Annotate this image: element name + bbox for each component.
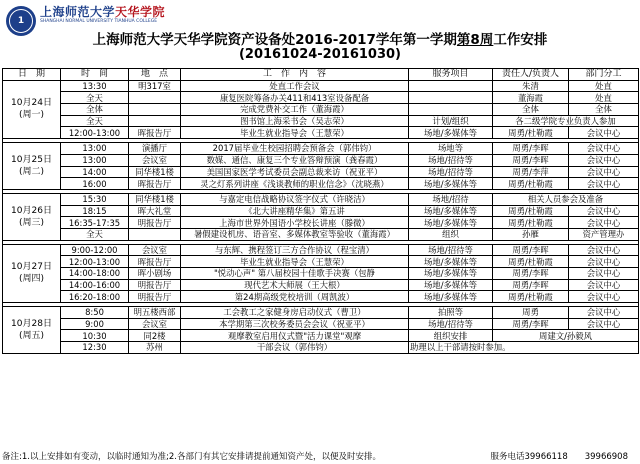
person-cell: 周建文/孙毅风 <box>493 330 639 342</box>
content-cell: 完成党费补交工作（董海霞） <box>181 104 409 116</box>
place-cell <box>129 115 181 127</box>
university-english-name: SHANGHAI NORMAL UNIVERSITY TIANHUA COLLEGE <box>40 19 158 24</box>
time-cell: 9:00-12:00 <box>61 244 129 256</box>
place-cell: 演播厅 <box>129 143 181 155</box>
date-range: (20161024-20161030) <box>238 47 401 62</box>
time-cell: 8:50 <box>61 307 129 319</box>
dept-cell: 会议中心 <box>569 256 639 268</box>
content-cell: 数媒、通信、康复三个专业答辩预演（龚春霞） <box>181 154 409 166</box>
time-cell: 12:00-13:00 <box>61 127 129 139</box>
time-cell: 全体 <box>61 104 129 116</box>
logo-emblem-icon: 1 <box>9 9 33 33</box>
service-cell: 场地/招待等 <box>409 318 493 330</box>
dept-cell: 会议中心 <box>569 143 639 155</box>
content-cell: 《北大讲座精华集》第五讲 <box>181 205 409 217</box>
place-cell: 会议室 <box>129 244 181 256</box>
time-cell: 18:15 <box>61 205 129 217</box>
place-cell: 明报告厅 <box>129 217 181 229</box>
person-cell: 周勇/杜勒霞 <box>493 256 569 268</box>
person-cell: 朱清 <box>493 80 569 92</box>
page-title <box>0 28 640 48</box>
table-row <box>3 166 639 178</box>
place-cell: 同2楼 <box>129 330 181 342</box>
content-cell: 2017届毕业生校园招聘会预备会（郭伟钧） <box>181 143 409 155</box>
dept-cell: 会议中心 <box>569 166 639 178</box>
service-cell: 场地等 <box>409 143 493 155</box>
content-cell: 本学期第三次校务委员会会议（祝亚平） <box>181 318 409 330</box>
person-cell: 孙雁 <box>493 228 569 240</box>
table-row <box>3 115 639 127</box>
person-cell: 周勇/杜勒霞 <box>493 217 569 229</box>
place-cell: 明317室 <box>129 80 181 92</box>
place-cell: 晖报告厅 <box>129 127 181 139</box>
schedule-table <box>2 68 639 354</box>
place-cell: 晖大礼堂 <box>129 205 181 217</box>
service-cell: 组织安排 <box>409 330 493 342</box>
table-row <box>3 291 639 303</box>
place-cell: 晖报告厅 <box>129 178 181 190</box>
content-cell: 工会教工之家健身房启动仪式（曹卫） <box>181 307 409 319</box>
schedule-body <box>3 80 639 353</box>
person-cell: 周勇/李晖 <box>493 279 569 291</box>
content-cell: 毕业生就业指导会（王慧荣） <box>181 127 409 139</box>
content-cell: 现代艺术大师展（王大根） <box>181 279 409 291</box>
dept-cell: 会议中心 <box>569 268 639 280</box>
dept-cell: 会议中心 <box>569 178 639 190</box>
service-cell <box>409 92 493 104</box>
service-cell: 场地/多媒体等 <box>409 127 493 139</box>
place-cell <box>129 92 181 104</box>
title-after: 工作安排 <box>493 32 548 48</box>
column-header-date: 日 期 <box>3 69 61 81</box>
table-row <box>3 228 639 240</box>
place-cell: 明报告厅 <box>129 279 181 291</box>
date-label: 10月27日 <box>11 262 52 273</box>
service-cell: 场地/招待等 <box>409 154 493 166</box>
date-label: 10月26日 <box>11 205 52 216</box>
table-row <box>3 307 639 319</box>
column-header-time: 时 间 <box>61 69 129 81</box>
person-cell: 各二级学院专业负责人参加 <box>493 115 639 127</box>
weekday-label: (周三) <box>18 217 45 228</box>
person-cell: 周勇/杜勒霞 <box>493 291 569 303</box>
time-cell: 10:30 <box>61 330 129 342</box>
dept-cell: 会议中心 <box>569 205 639 217</box>
weekday-label: (周一) <box>18 110 45 121</box>
time-cell: 16:00 <box>61 178 129 190</box>
person-cell: 董海霞 <box>493 92 569 104</box>
content-cell: 干部会议（郭伟钧） <box>181 342 409 354</box>
weekday-label: (周五) <box>18 330 45 341</box>
dept-cell: 会议中心 <box>569 318 639 330</box>
place-cell: 晖报告厅 <box>129 256 181 268</box>
time-cell: 全天 <box>61 115 129 127</box>
content-cell: 与东辉、携程签订三方合作协议（程宝清） <box>181 244 409 256</box>
place-cell: 晖小剧场 <box>129 268 181 280</box>
date-cell <box>3 143 61 190</box>
place-cell <box>129 104 181 116</box>
table-row <box>3 279 639 291</box>
time-cell: 14:00-18:00 <box>61 268 129 280</box>
dept-cell: 会议中心 <box>569 127 639 139</box>
table-row <box>3 217 639 229</box>
place-cell: 同华楼1楼 <box>129 193 181 205</box>
service-cell: 拍照等 <box>409 307 493 319</box>
date-label: 10月24日 <box>11 98 52 109</box>
table-row <box>3 80 639 92</box>
place-cell: 明五楼西部 <box>129 307 181 319</box>
service-phone: 服务电话39966118 39966908 <box>490 452 628 462</box>
person-cell: 周勇/李萍 <box>493 166 569 178</box>
service-cell: 组织 <box>409 228 493 240</box>
person-cell: 全体 <box>493 104 569 116</box>
date-cell <box>3 307 61 354</box>
service-cell: 场地/多媒体等 <box>409 256 493 268</box>
service-cell: 助理以上干部请按时参加。 <box>409 342 639 354</box>
dept-cell: 处直 <box>569 92 639 104</box>
table-row <box>3 318 639 330</box>
time-cell: 13:00 <box>61 143 129 155</box>
title-week: 第8周 <box>456 32 494 48</box>
table-row <box>3 330 639 342</box>
column-header-service: 服务项目 <box>409 69 493 81</box>
time-cell: 15:30 <box>61 193 129 205</box>
person-cell: 周勇/李晖 <box>493 143 569 155</box>
dept-cell: 会议中心 <box>569 154 639 166</box>
dept-cell: 会议中心 <box>569 217 639 229</box>
place-cell: 会议室 <box>129 318 181 330</box>
person-cell: 周勇/李晖 <box>493 154 569 166</box>
person-cell: 周勇/李晖 <box>493 318 569 330</box>
column-header-person: 责任人/负责人 <box>493 69 569 81</box>
service-cell: 场地/招待 <box>409 193 493 205</box>
dept-cell: 处直 <box>569 80 639 92</box>
table-row <box>3 178 639 190</box>
table-row <box>3 268 639 280</box>
date-label: 10月28日 <box>11 318 52 329</box>
place-cell: 明报告厅 <box>129 291 181 303</box>
table-row <box>3 193 639 205</box>
time-cell: 14:00-16:00 <box>61 279 129 291</box>
date-cell <box>3 244 61 302</box>
service-cell <box>409 104 493 116</box>
date-label: 10月25日 <box>11 155 52 165</box>
time-cell: 12:30 <box>61 342 129 354</box>
content-cell: 处直工作会议 <box>181 80 409 92</box>
date-cell <box>3 80 61 138</box>
place-cell: 苏州 <box>129 342 181 354</box>
service-cell: 场地/多媒体等 <box>409 205 493 217</box>
time-cell: 12:00-13:00 <box>61 256 129 268</box>
content-cell: 毕业生就业指导会（王慧荣） <box>181 256 409 268</box>
time-cell: 全天 <box>61 228 129 240</box>
content-cell: 观摩教室启用仪式暨"活力课堂"观摩 <box>181 330 409 342</box>
person-cell: 周勇/杜勒霞 <box>493 178 569 190</box>
brand-prefix: 上海师范大学 <box>40 5 116 19</box>
title-before: 上海师范大学天华学院资产设备处2016-2017学年第一学期 <box>92 32 457 48</box>
dept-cell: 全体 <box>569 104 639 116</box>
content-cell: 第24期高级党校培训（周凯波） <box>181 291 409 303</box>
date-cell <box>3 193 61 240</box>
person-cell: 相关人员参会及准备 <box>493 193 639 205</box>
service-cell: 场地/多媒体等 <box>409 217 493 229</box>
person-cell: 周勇/李晖 <box>493 268 569 280</box>
table-row <box>3 342 639 354</box>
brand-suffix: 天华学院 <box>115 5 166 19</box>
table-row <box>3 205 639 217</box>
university-name <box>40 6 165 18</box>
time-cell: 全天 <box>61 92 129 104</box>
dept-cell: 会议中心 <box>569 244 639 256</box>
time-cell: 14:00 <box>61 166 129 178</box>
table-row <box>3 154 639 166</box>
table-header-row <box>3 69 639 81</box>
content-cell: 与嘉定电信战略协议签字仪式（许晓洁） <box>181 193 409 205</box>
content-cell: "悦动心声" 第八届校园十佳歌手决赛（包静 <box>181 268 409 280</box>
place-cell: 同华楼1楼 <box>129 166 181 178</box>
service-cell: 场地/多媒体等 <box>409 279 493 291</box>
content-cell: 灵之灯系列讲座《浅谈教师的职业信念》（沈晓燕） <box>181 178 409 190</box>
content-cell: 美国国家医学考试委员会副总裁来访（祝亚平） <box>181 166 409 178</box>
content-cell: 图书馆上海采书会（吴志荣） <box>181 115 409 127</box>
person-cell: 周勇/杜勒霞 <box>493 205 569 217</box>
weekday-label: (周四) <box>18 274 45 285</box>
service-cell: 场地/招待等 <box>409 166 493 178</box>
time-cell: 13:30 <box>61 80 129 92</box>
column-header-place: 地 点 <box>129 69 181 81</box>
content-cell: 康复医院筹备办关411和413室设备配备 <box>181 92 409 104</box>
place-cell: 会议室 <box>129 154 181 166</box>
dept-cell: 会议中心 <box>569 291 639 303</box>
dept-cell: 会议中心 <box>569 307 639 319</box>
table-row <box>3 256 639 268</box>
time-cell: 13:00 <box>61 154 129 166</box>
content-cell: 上海市世界外国语小学校长讲座（滕微） <box>181 217 409 229</box>
weekday-label: (周二) <box>18 167 45 177</box>
person-cell: 周勇/李晖 <box>493 244 569 256</box>
person-cell: 周勇 <box>493 307 569 319</box>
footer-remarks: 备注:1.以上安排如有变动，以临时通知为准;2.各部门有其它安排请提前通知资产处，以便及时安排。 <box>2 452 381 462</box>
service-cell: 场地/多媒体等 <box>409 291 493 303</box>
person-cell: 周勇/杜勒霞 <box>493 127 569 139</box>
table-row <box>3 104 639 116</box>
service-cell: 场地/多媒体等 <box>409 178 493 190</box>
service-cell <box>409 80 493 92</box>
column-header-content: 工 作 内 容 <box>181 69 409 81</box>
table-row <box>3 143 639 155</box>
place-cell <box>129 228 181 240</box>
column-header-dept: 部门分工 <box>569 69 639 81</box>
footer-note <box>2 450 638 462</box>
service-cell: 场地/招待等 <box>409 244 493 256</box>
table-row <box>3 127 639 139</box>
time-cell: 16:35-17:35 <box>61 217 129 229</box>
table-row <box>3 92 639 104</box>
content-cell: 暑假建设机房、语音室、多媒体教室等验收（董海霞） <box>181 228 409 240</box>
service-cell: 计划/组织 <box>409 115 493 127</box>
university-brand <box>40 6 165 25</box>
time-cell: 9:00 <box>61 318 129 330</box>
table-row <box>3 244 639 256</box>
service-cell: 场地/多媒体等 <box>409 268 493 280</box>
dept-cell: 资产管理办 <box>569 228 639 240</box>
time-cell: 16:20-18:00 <box>61 291 129 303</box>
dept-cell: 会议中心 <box>569 279 639 291</box>
